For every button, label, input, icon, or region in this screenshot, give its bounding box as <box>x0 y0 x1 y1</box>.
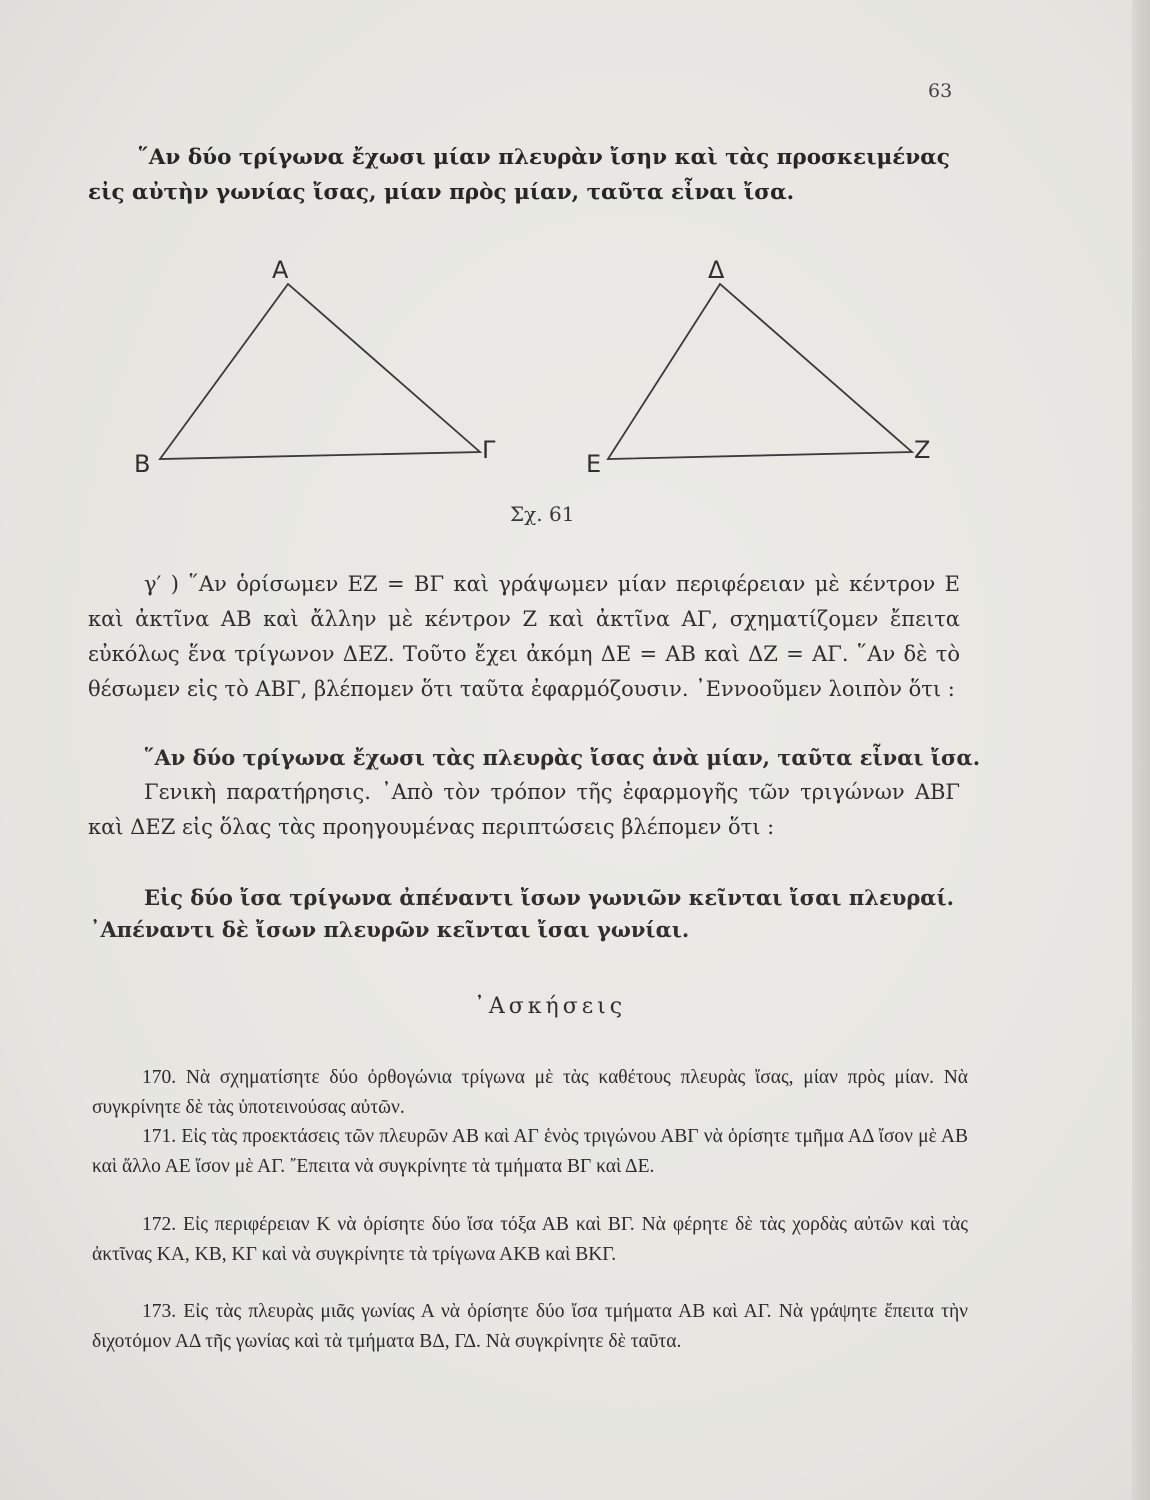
figure-61 <box>120 240 960 480</box>
vertex-label-g: Γ <box>482 436 496 464</box>
vertex-label-a: Α <box>272 256 289 284</box>
theorem-sss: ῞Αν δύο τρίγωνα ἔχωσι τὰς πλευρὰς ἴσας ἀνὰ μίαν, ταῦτα εἶναι ἴσα. <box>144 745 981 770</box>
general-remark: Γενικὴ παρατήρησις. ᾿Απὸ τὸν τρόπον τῆς ἐφαρμογῆς τῶν τριγώνων ΑΒΓ καὶ ΔΕΖ εἰς ὅλας τὰς προηγουμένας περιπτώσεις βλέπομεν ὅτι : <box>88 780 960 839</box>
page-number: 63 <box>928 80 953 102</box>
vertex-label-z: Ζ <box>914 436 931 464</box>
vertex-label-b: Β <box>134 450 151 478</box>
exercise-171: 171. Εἰς τὰς προεκτάσεις τῶν πλευρῶν ΑΒ καὶ ΑΓ ἑνὸς τριγώνου ΑΒΓ νὰ ὁρίσητε τμῆμα ΑΔ ἴσον μὲ ΑΒ καὶ ἄλλο ΑΕ ἴσον μὲ ΑΓ. ῎Επειτα νὰ συγκρίνητε τὰ τμήματα ΒΓ καὶ ΔΕ. <box>92 1126 968 1177</box>
vertex-label-e: Ε <box>586 450 602 478</box>
theorem-opposite-sides: Εἰς δύο ἴσα τρίγωνα ἀπέναντι ἴσων γωνιῶν κεῖνται ἴσαι πλευραί. <box>144 885 954 910</box>
exercises-heading: ᾿Ασκήσεις <box>473 994 627 1019</box>
theorem-opposite-angles: ᾿Απέναντι δὲ ἴσων πλευρῶν κεῖνται ἴσαι γωνίαι. <box>90 917 690 942</box>
exercise-172: 172. Εἰς περιφέρειαν Κ νὰ ὁρίσητε δύο ἴσα τόξα ΑΒ καὶ ΒΓ. Νὰ φέρητε δὲ τὰς χορδὰς αὐτῶν καὶ τὰς ἀκτῖνας ΚΑ, ΚΒ, ΚΓ καὶ νὰ συγκρίνητε τὰ τρίγωνα ΑΚΒ καὶ ΒΚΓ. <box>92 1214 968 1265</box>
theorem-asa: ῞Αν δύο τρίγωνα ἔχωσι μίαν πλευρὰν ἴσην καὶ τὰς προσκειμένας εἰς αὐτὴν γωνίας ἴσας, μίαν πρὸς μίαν, ταῦτα εἶναι ἴσα. <box>88 145 950 205</box>
figure-caption: Σχ. 61 <box>510 502 575 526</box>
vertex-label-d: Δ <box>708 256 725 284</box>
page-edge <box>1132 0 1150 1500</box>
exercise-170: 170. Νὰ σχηματίσητε δύο ὀρθογώνια τρίγωνα μὲ τὰς καθέτους πλευρὰς ἴσας, μίαν πρὸς μίαν. Νὰ συγκρίνητε δὲ τὰς ὑποτεινούσας αὐτῶν. <box>92 1067 968 1118</box>
paragraph-gamma: γ′ ) ῞Αν ὁρίσωμεν ΕΖ = ΒΓ καὶ γράψωμεν μίαν περιφέρειαν μὲ κέντρον Ε καὶ ἀκτῖνα ΑΒ καὶ ἄλλην μὲ κέντρον Ζ καὶ ἀκτῖνα ΑΓ, σχηματίζομεν ἔπειτα εὐκόλως ἕνα τρίγωνον ΔΕΖ. Τοῦτο ἔχει ἀκόμη ΔΕ = ΑΒ καὶ ΔΖ = ΑΓ. ῞Αν δὲ τὸ θέσωμεν εἰς τὸ ΑΒΓ, βλέπομεν ὅτι ταῦτα ἐφαρμόζουσιν. ᾿Εννοοῦμεν λοιπὸν ὅτι : <box>88 572 960 701</box>
triangle-dez <box>586 256 930 478</box>
triangle-abg <box>134 256 496 478</box>
exercise-173: 173. Εἰς τὰς πλευρὰς μιᾶς γωνίας Α νὰ ὁρίσητε δύο ἴσα τμήματα ΑΒ καὶ ΑΓ. Νὰ γράψητε ἔπειτα τὴν διχοτόμον ΑΔ τῆς γωνίας καὶ τὰ τμήματα ΒΔ, ΓΔ. Νὰ συγκρίνητε δὲ ταῦτα. <box>92 1301 968 1352</box>
